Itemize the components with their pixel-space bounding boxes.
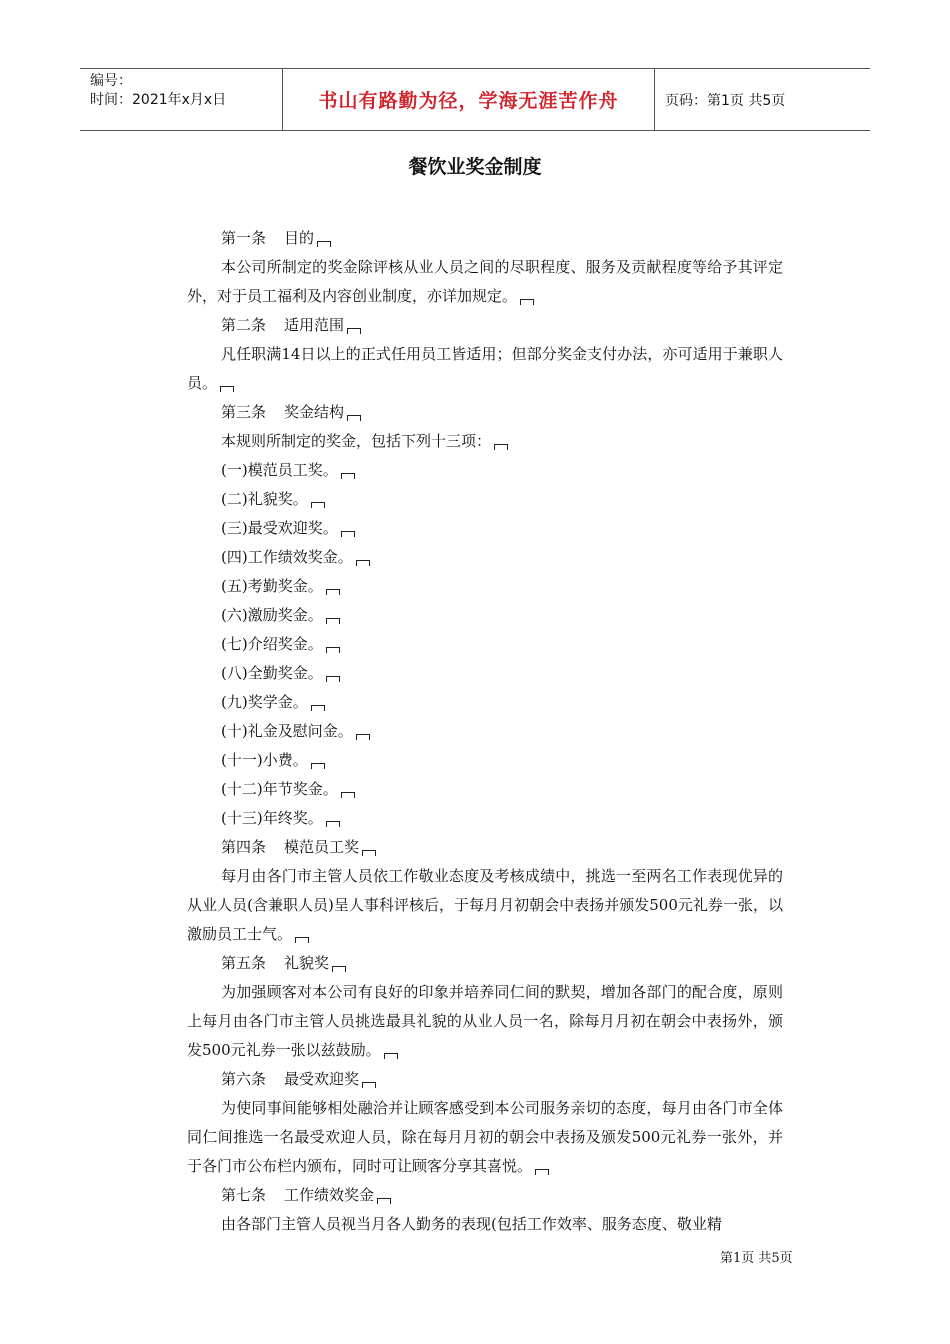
paragraph-mark-icon xyxy=(326,676,340,682)
article-name: 奖金结构 xyxy=(284,403,345,421)
time-label: 时间：2021年x月x日 xyxy=(90,92,227,108)
article-heading xyxy=(187,1181,783,1210)
article-number: 第五条 xyxy=(221,954,267,972)
article-name: 目的 xyxy=(284,229,315,247)
paragraph-mark-icon xyxy=(311,763,325,769)
paragraph-mark-icon xyxy=(326,618,340,624)
paragraph-mark-icon xyxy=(317,241,331,247)
paragraph-mark-icon xyxy=(347,415,361,421)
page-code: 页码：第1页 共5页 xyxy=(665,92,786,109)
paragraph-text: (七)介绍奖金。 xyxy=(221,635,323,653)
paragraph-text: 由各部门主管人员视当月各人勤务的表现(包括工作效率、服务态度、敬业精 xyxy=(221,1215,722,1233)
article-heading xyxy=(187,949,783,978)
article-heading xyxy=(187,1065,783,1094)
paragraph-mark-icon xyxy=(326,821,340,827)
paragraph-text: 本公司所制定的奖金除评核从业人员之间的尽职程度、服务及贡献程度等给予其评定外，对于员工福利及内容创业制度，亦详加规定。 xyxy=(187,258,783,305)
paragraph-text: (六)激励奖金。 xyxy=(221,606,323,624)
paragraph-text: (四)工作绩效奖金。 xyxy=(221,548,353,566)
paragraph xyxy=(187,340,783,398)
number-label: 编号： xyxy=(90,73,132,89)
paragraph-mark-icon xyxy=(347,328,361,334)
article-number: 第四条 xyxy=(221,838,267,856)
article-heading xyxy=(187,398,783,427)
paragraph-mark-icon xyxy=(362,850,376,856)
paragraph xyxy=(187,514,783,543)
article-name: 工作绩效奖金 xyxy=(284,1186,375,1204)
paragraph-text: (十三)年终奖。 xyxy=(221,809,323,827)
paragraph-mark-icon xyxy=(384,1053,398,1059)
paragraph-mark-icon xyxy=(341,792,355,798)
paragraph-text: (三)最受欢迎奖。 xyxy=(221,519,338,537)
motto-text: 书山有路勤为径，学海无涯苦作舟 xyxy=(318,90,619,112)
paragraph-mark-icon xyxy=(494,444,508,450)
document-body xyxy=(187,224,783,1239)
paragraph xyxy=(187,427,783,456)
article-number: 第六条 xyxy=(221,1070,267,1088)
paragraph xyxy=(187,543,783,572)
paragraph xyxy=(187,630,783,659)
paragraph-mark-icon xyxy=(356,560,370,566)
paragraph-text: (五)考勤奖金。 xyxy=(221,577,323,595)
paragraph xyxy=(187,804,783,833)
document-title: 餐饮业奖金制度 xyxy=(408,156,542,178)
paragraph-text: (十)礼金及慰问金。 xyxy=(221,722,353,740)
article-number: 第一条 xyxy=(221,229,267,247)
paragraph-mark-icon xyxy=(377,1198,391,1204)
paragraph-mark-icon xyxy=(326,589,340,595)
header-motto-cell xyxy=(282,69,655,130)
article-name: 适用范围 xyxy=(284,316,345,334)
paragraph-mark-icon xyxy=(356,734,370,740)
paragraph-text: 每月由各门市主管人员依工作敬业态度及考核成绩中，挑选一至两名工作表现优异的从业人员(含兼职人员)呈人事科评核后，于每月月初朝会中表扬并颁发500元礼券一张，以激励员工士气。 xyxy=(187,867,783,943)
paragraph-mark-icon xyxy=(326,647,340,653)
paragraph xyxy=(187,688,783,717)
paragraph-mark-icon xyxy=(311,502,325,508)
paragraph-text: 为加强顾客对本公司有良好的印象并培养同仁间的默契，增加各部门的配合度，原则上每月由各门市主管人员挑选最具礼貌的从业人员一名，除每月月初在朝会中表扬外，颁发500元礼券一张以兹鼓励。 xyxy=(187,983,783,1059)
article-number: 第三条 xyxy=(221,403,267,421)
paragraph-text: (一)模范员工奖。 xyxy=(221,461,338,479)
paragraph xyxy=(187,978,783,1065)
footer-page-number: 第1页 共5页 xyxy=(720,1251,793,1266)
header-table xyxy=(80,68,870,131)
header-meta xyxy=(80,69,282,130)
article-number: 第二条 xyxy=(221,316,267,334)
paragraph-text: (十一)小费。 xyxy=(221,751,308,769)
paragraph-text: (九)奖学金。 xyxy=(221,693,308,711)
paragraph xyxy=(187,1094,783,1181)
paragraph-text: (八)全勤奖金。 xyxy=(221,664,323,682)
article-name: 最受欢迎奖 xyxy=(284,1070,360,1088)
paragraph xyxy=(187,253,783,311)
paragraph xyxy=(187,717,783,746)
paragraph xyxy=(187,572,783,601)
article-heading xyxy=(187,224,783,253)
paragraph-mark-icon xyxy=(535,1169,549,1175)
paragraph xyxy=(187,775,783,804)
paragraph xyxy=(187,1210,783,1239)
article-name: 模范员工奖 xyxy=(284,838,360,856)
article-number: 第七条 xyxy=(221,1186,267,1204)
paragraph-text: (十二)年节奖金。 xyxy=(221,780,338,798)
paragraph xyxy=(187,862,783,949)
paragraph xyxy=(187,601,783,630)
paragraph-mark-icon xyxy=(220,386,234,392)
paragraph xyxy=(187,746,783,775)
paragraph xyxy=(187,485,783,514)
paragraph-mark-icon xyxy=(295,937,309,943)
article-heading xyxy=(187,311,783,340)
paragraph-mark-icon xyxy=(341,473,355,479)
paragraph-mark-icon xyxy=(341,531,355,537)
paragraph-mark-icon xyxy=(332,966,346,972)
paragraph-text: 凡任职满14日以上的正式任用员工皆适用；但部分奖金支付办法，亦可适用于兼职人员。 xyxy=(187,345,783,392)
paragraph-text: (二)礼貌奖。 xyxy=(221,490,308,508)
paragraph xyxy=(187,456,783,485)
paragraph xyxy=(187,659,783,688)
paragraph-mark-icon xyxy=(311,705,325,711)
header-page-cell xyxy=(655,69,870,130)
paragraph-mark-icon xyxy=(520,299,534,305)
paragraph-text: 本规则所制定的奖金，包括下列十三项： xyxy=(221,432,492,450)
article-name: 礼貌奖 xyxy=(284,954,330,972)
paragraph-text: 为使同事间能够相处融洽并让顾客感受到本公司服务亲切的态度，每月由各门市全体同仁间推选一名最受欢迎人员，除在每月月初的朝会中表扬及颁发500元礼券一张外，并于各门市公布栏内颁布，同时可让顾客分享其喜悦。 xyxy=(187,1099,783,1175)
article-heading xyxy=(187,833,783,862)
paragraph-mark-icon xyxy=(362,1082,376,1088)
